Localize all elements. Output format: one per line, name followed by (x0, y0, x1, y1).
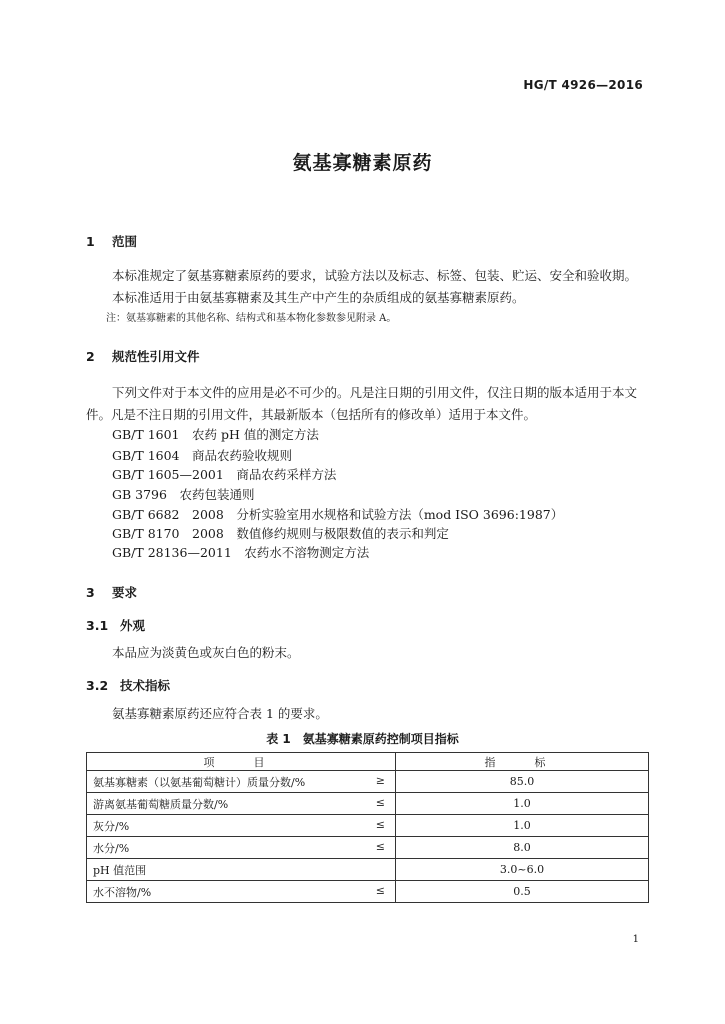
table-row (87, 815, 649, 837)
document-title: 氨基寡糖素原药 (292, 152, 433, 174)
item-label: 水分/% (93, 841, 130, 855)
table-row (87, 793, 649, 815)
column-header: 指 标 (396, 753, 649, 771)
value-cell: 3.0~6.0 (396, 859, 649, 881)
section-title: 要求 (112, 585, 138, 600)
item-label: 水不溶物/% (93, 885, 152, 899)
item-cell (87, 837, 396, 859)
item-label: pH 值范围 (93, 863, 147, 877)
section-title: 外观 (120, 618, 146, 633)
value-cell: 1.0 (396, 793, 649, 815)
reference-item: GB/T 1604 商品农药验收规则 (112, 448, 293, 463)
requirements-table (86, 752, 649, 903)
section-number: 1 (86, 234, 95, 249)
comparison-symbol: ≤ (375, 817, 385, 831)
value-cell: 0.5 (396, 881, 649, 903)
item-cell (87, 793, 396, 815)
column-header: 项 目 (87, 753, 396, 771)
reference-item: GB 3796 农药包装通则 (112, 487, 255, 502)
note: 注：氨基寡糖素的其他名称、结构式和基本物化参数参见附录 A。 (106, 313, 397, 324)
table-row (87, 881, 649, 903)
comparison-symbol: ≤ (375, 883, 385, 897)
value-cell: 85.0 (396, 771, 649, 793)
section-title: 技术指标 (120, 678, 171, 693)
paragraph: 本品应为淡黄色或灰白色的粉末。 (112, 645, 300, 660)
item-cell (87, 815, 396, 837)
section-3-2-heading (86, 676, 170, 694)
table-row (87, 771, 649, 793)
value-cell: 1.0 (396, 815, 649, 837)
table-header-row (87, 753, 649, 771)
item-cell (87, 771, 396, 793)
table-row (87, 859, 649, 881)
reference-item: GB/T 6682 2008 分析实验室用水规格和试验方法（mod ISO 3696:1987） (112, 507, 564, 522)
section-title: 范围 (112, 234, 138, 249)
section-1-heading (86, 232, 137, 250)
reference-item: GB/T 28136—2011 农药水不溶物测定方法 (112, 545, 370, 560)
paragraph: 本标准适用于由氨基寡糖素及其生产中产生的杂质组成的氨基寡糖素原药。 (112, 290, 525, 305)
reference-item: GB/T 8170 2008 数值修约规则与极限数值的表示和判定 (112, 526, 449, 541)
section-3-1-heading (86, 616, 145, 634)
value-cell: 8.0 (396, 837, 649, 859)
paragraph: 件。凡是不注日期的引用文件，其最新版本（包括所有的修改单）适用于本文件。 (86, 407, 537, 422)
comparison-symbol: ≤ (375, 839, 385, 853)
section-number: 2 (86, 349, 95, 364)
section-2-heading (86, 347, 200, 365)
reference-item: GB/T 1601 农药 pH 值的测定方法 (112, 427, 319, 442)
page-number: 1 (632, 934, 639, 945)
table-caption: 表 1 氨基寡糖素原药控制项目指标 (266, 732, 459, 746)
section-number: 3.2 (86, 678, 109, 693)
section-number: 3.1 (86, 618, 109, 633)
table-row (87, 837, 649, 859)
paragraph: 下列文件对于本文件的应用是必不可少的。凡是注日期的引用文件，仅注日期的版本适用于本文 (112, 385, 638, 400)
paragraph: 氨基寡糖素原药还应符合表 1 的要求。 (112, 706, 328, 721)
item-cell (87, 859, 396, 881)
reference-item: GB/T 1605—2001 商品农药采样方法 (112, 467, 337, 482)
comparison-symbol: ≤ (375, 795, 385, 809)
section-title: 规范性引用文件 (112, 349, 200, 364)
item-label: 氨基寡糖素（以氨基葡萄糖计）质量分数/% (93, 775, 306, 789)
item-label: 游离氨基葡萄糖质量分数/% (93, 797, 229, 811)
section-3-heading (86, 583, 137, 601)
item-label: 灰分/% (93, 819, 130, 833)
item-cell (87, 881, 396, 903)
comparison-symbol: ≥ (375, 773, 385, 787)
paragraph: 本标准规定了氨基寡糖素原药的要求，试验方法以及标志、标签、包装、贮运、安全和验收期。 (112, 268, 638, 283)
section-number: 3 (86, 585, 95, 600)
standard-number: HG/T 4926—2016 (523, 78, 643, 92)
